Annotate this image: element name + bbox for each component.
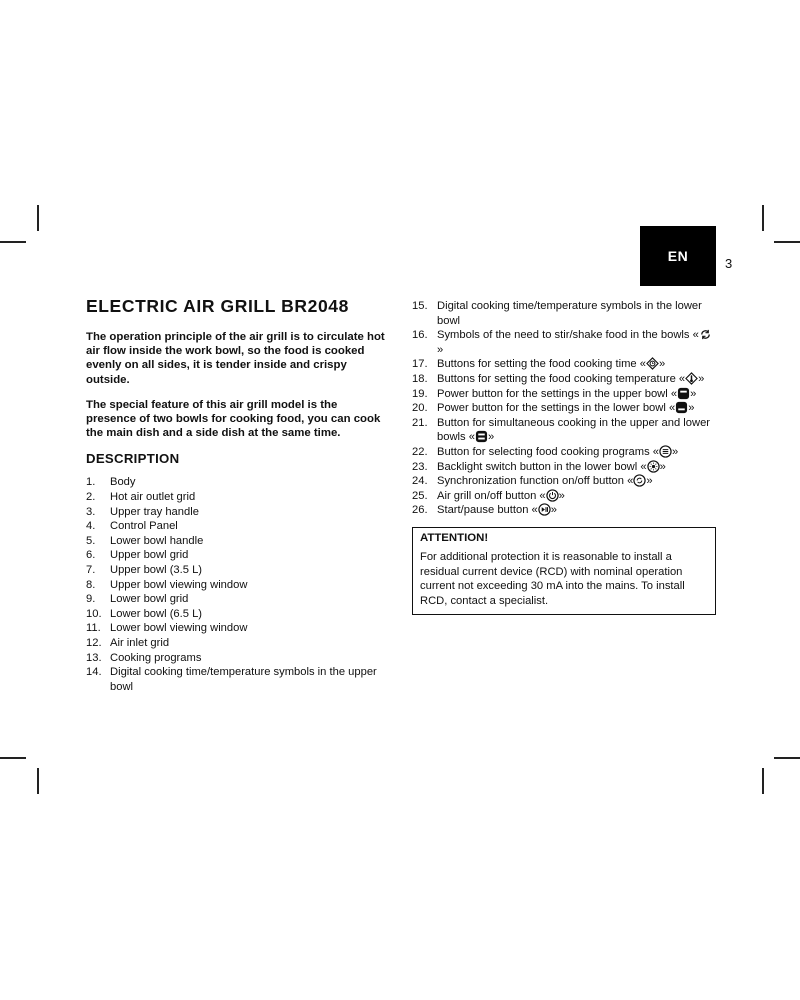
right-column (412, 299, 718, 615)
upper-bowl-icon (677, 387, 690, 400)
item-text: Synchronization function on/off button « » (437, 475, 653, 488)
list-item (412, 460, 718, 475)
item-text: Upper bowl viewing window (110, 578, 248, 591)
item-text: Power button for the settings in the lower bowl « » (437, 402, 695, 415)
crop-mark (774, 757, 800, 759)
list-item (412, 372, 718, 387)
list-item (86, 548, 386, 563)
item-number: 17. (412, 358, 428, 371)
item-text: Control Panel (110, 520, 178, 533)
item-text: Buttons for setting the food cooking time « » (437, 358, 666, 371)
menu-icon (659, 445, 672, 458)
play-pause-icon (538, 503, 551, 516)
list-item (412, 503, 718, 518)
item-number: 7. (86, 563, 96, 576)
list-item (412, 401, 718, 416)
list-item (86, 475, 386, 490)
list-item (412, 299, 718, 328)
item-text: Start/pause button « » (437, 504, 558, 517)
language-tab (640, 226, 716, 286)
lower-bowl-icon (675, 401, 688, 414)
item-number: 1. (86, 476, 96, 489)
item-text: Upper tray handle (110, 505, 199, 518)
list-item (86, 592, 386, 607)
list-item (86, 505, 386, 520)
item-text: Lower bowl viewing window (110, 622, 248, 635)
item-number: 24. (412, 475, 428, 488)
list-item (412, 357, 718, 372)
crop-mark (0, 757, 26, 759)
item-text: Symbols of the need to stir/shake food in the bowls « » (437, 328, 718, 357)
list-item (412, 416, 718, 445)
document-title: ELECTRIC AIR GRILL BR2048 (86, 296, 349, 316)
list-item (86, 563, 386, 578)
description-heading: DESCRIPTION (86, 451, 180, 467)
both-bowls-icon (475, 430, 488, 443)
item-text: Air grill on/off button « » (437, 489, 565, 502)
item-number: 19. (412, 387, 428, 400)
stir-icon (699, 328, 712, 341)
item-number: 11. (86, 622, 101, 635)
list-item (86, 621, 386, 636)
intro-paragraph: The operation principle of the air grill is to circulate hot air flow inside the work bowl, so the food is cooked evenly on all sides, it is tender inside and crispy outside. (86, 331, 385, 386)
item-number: 2. (86, 491, 96, 504)
item-number: 3. (86, 505, 96, 518)
crop-mark (762, 205, 764, 231)
item-number: 5. (86, 534, 96, 547)
list-item (86, 578, 386, 593)
item-number: 23. (412, 460, 428, 473)
item-number: 9. (86, 593, 96, 606)
list-item (86, 534, 386, 549)
item-text: Upper bowl (3.5 L) (110, 563, 203, 576)
list-item (86, 665, 386, 694)
item-number: 21. (412, 416, 428, 429)
item-text: Backlight switch button in the lower bowl « » (437, 460, 666, 473)
crop-mark (0, 241, 26, 243)
item-text: Digital cooking time/temperature symbols in the lower bowl (437, 300, 702, 327)
list-item (412, 489, 718, 504)
item-number: 26. (412, 504, 428, 517)
sync-icon (633, 474, 646, 487)
crop-mark (37, 768, 39, 794)
item-number: 20. (412, 402, 428, 415)
left-column (86, 296, 386, 694)
list-item (412, 387, 718, 402)
item-number: 15. (412, 300, 428, 312)
item-text: Cooking programs (110, 651, 202, 664)
attention-text: For additional protection it is reasonable to install a residual current device (RCD) with nominal operation current not exceeding 30 mA into the mains. To install RCD, contact a specialist. (420, 550, 685, 607)
list-item (86, 490, 386, 505)
list-item (412, 328, 718, 357)
item-text: Hot air outlet grid (110, 491, 196, 504)
item-number: 6. (86, 549, 96, 562)
item-text: Air inlet grid (110, 636, 170, 649)
list-item (86, 519, 386, 534)
item-text: Button for simultaneous cooking in the upper and lower bowls « » (437, 416, 711, 444)
item-number: 22. (412, 445, 428, 458)
parts-list (86, 475, 386, 694)
item-number: 12. (86, 636, 102, 649)
item-text: Lower bowl handle (110, 534, 204, 547)
list-item (86, 636, 386, 651)
list-item (86, 607, 386, 622)
timer-icon (646, 357, 659, 370)
item-number: 8. (86, 578, 96, 591)
list-item (412, 445, 718, 460)
controls-list (412, 299, 718, 518)
item-text: Power button for the settings in the upper bowl « » (437, 387, 697, 400)
attention-heading: ATTENTION! (420, 531, 489, 544)
item-number: 14. (86, 666, 102, 679)
list-item (86, 651, 386, 666)
list-item (412, 474, 718, 489)
item-text: Buttons for setting the food cooking temperature « » (437, 372, 705, 385)
item-text: Digital cooking time/temperature symbols in the upper bowl (110, 666, 377, 693)
item-number: 16. (412, 329, 428, 342)
crop-mark (774, 241, 800, 243)
language-label: EN (667, 248, 689, 264)
crop-mark (37, 205, 39, 231)
intro-paragraph: The special feature of this air grill model is the presence of two bowls for cooking food, you can cook the main dish and a side dish at the same time. (86, 398, 381, 440)
thermometer-icon (685, 372, 698, 385)
item-text: Lower bowl (6.5 L) (110, 607, 203, 620)
item-number: 13. (86, 651, 102, 664)
item-number: 18. (412, 372, 428, 385)
item-text: Upper bowl grid (110, 549, 189, 562)
page-number: 3 (725, 256, 733, 271)
attention-box (412, 527, 716, 615)
light-icon (647, 460, 660, 473)
item-text: Lower bowl grid (110, 593, 189, 606)
item-number: 25. (412, 489, 428, 502)
crop-mark (762, 768, 764, 794)
item-text: Body (110, 476, 136, 489)
item-text: Button for selecting food cooking programs « » (437, 445, 679, 458)
power-icon (546, 489, 559, 502)
item-number: 4. (86, 520, 96, 533)
item-number: 10. (86, 607, 102, 620)
